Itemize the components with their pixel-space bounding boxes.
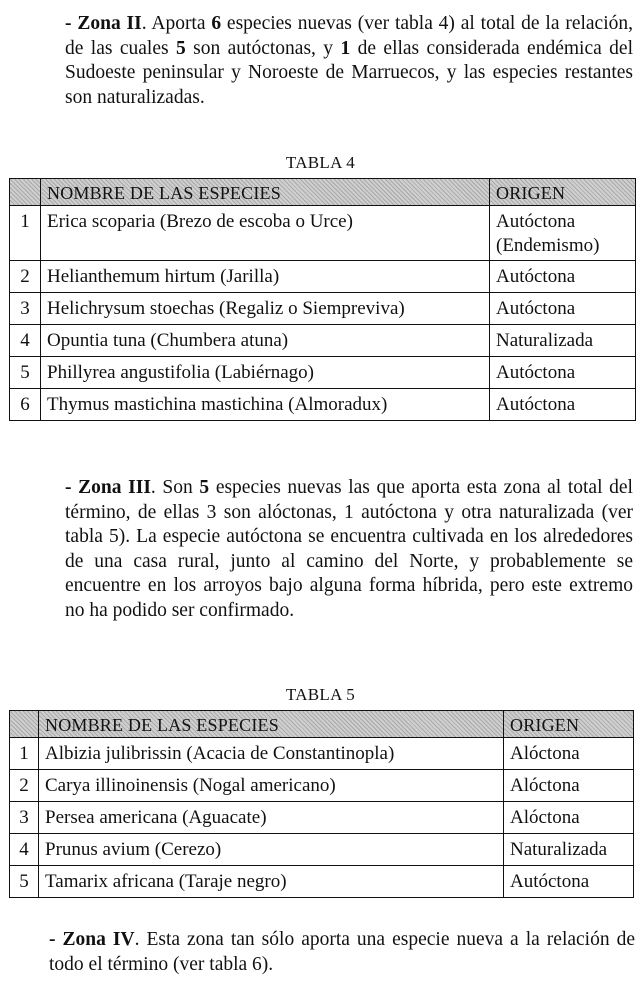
tabla-5 [9,710,634,898]
header-name-cell: NOMBRE DE LAS ESPECIES [39,711,504,738]
species-name: Erica scoparia (Brezo de escoba o Urce) [41,206,490,261]
table-row [10,770,634,802]
species-name: Helianthemum hirtum (Jarilla) [41,261,490,293]
table-row [10,293,636,325]
zona-iv-paragraph: - Zona IV. Esta zona tan sólo aporta una especie nueva a la relación de todo el término (ver tabla 6). [49,929,636,975]
row-number: 2 [10,770,39,802]
species-name: Persea americana (Aguacate) [39,802,504,834]
table-row [10,866,634,898]
species-origin: Autóctona [490,357,636,389]
endemism-note: (Endemismo) [496,235,600,256]
zona-iii-dash: - [65,477,79,498]
zona-iii-label: Zona III [78,477,151,498]
species-origin: Naturalizada [504,834,634,866]
table-row [10,325,636,357]
zona-ii-paragraph: - Zona II. Aporta 6 especies nuevas (ver tabla 4) al total de la relación, de las cuales 5 son autóctonas, y 1 de ellas considerada endémica del Sudoeste peninsular y Noroeste de Marruecos, y las especies restantes son naturalizadas. [65,13,633,108]
tabla-4 [9,178,636,421]
table-row [10,357,636,389]
table-row [10,389,636,421]
table-header-row [10,711,634,738]
row-number: 6 [10,389,41,421]
species-name: Carya illinoinensis (Nogal americano) [39,770,504,802]
species-name: Albizia julibrissin (Acacia de Constantinopla) [39,738,504,770]
table-row [10,206,636,261]
table-row [10,802,634,834]
species-name: Tamarix africana (Taraje negro) [39,866,504,898]
table-header-row [10,179,636,206]
header-num-cell [10,179,41,206]
species-origin: Alóctona [504,770,634,802]
tabla-5-caption: TABLA 5 [285,685,356,704]
table-row [10,738,634,770]
row-number: 1 [10,738,39,770]
zona-iv-dash: - [49,929,63,950]
header-num-cell [10,711,39,738]
species-origin: Autóctona [490,389,636,421]
row-number: 5 [10,866,39,898]
zona-iv-label: Zona IV [62,929,135,950]
species-name: Prunus avium (Cerezo) [39,834,504,866]
species-origin: Autóctona [504,866,634,898]
species-name: Thymus mastichina mastichina (Almoradux) [41,389,490,421]
tabla-4-caption: TABLA 4 [285,153,356,172]
zona-ii-label: Zona II [77,13,142,34]
species-origin: Autóctona (Endemismo) [490,206,636,261]
row-number: 4 [10,834,39,866]
species-name: Phillyrea angustifolia (Labiérnago) [41,357,490,389]
row-number: 1 [10,206,41,261]
header-name-cell: NOMBRE DE LAS ESPECIES [41,179,490,206]
row-number: 4 [10,325,41,357]
row-number: 5 [10,357,41,389]
header-origin-cell: ORIGEN [504,711,634,738]
species-origin: Alóctona [504,738,634,770]
row-number: 3 [10,802,39,834]
species-origin: Autóctona [490,293,636,325]
species-name: Helichrysum stoechas (Regaliz o Siempreviva) [41,293,490,325]
species-origin: Alóctona [504,802,634,834]
zona-ii-dash: - [65,13,78,34]
row-number: 3 [10,293,41,325]
species-name: Opuntia tuna (Chumbera atuna) [41,325,490,357]
table-row [10,834,634,866]
table-row [10,261,636,293]
species-origin: Naturalizada [490,325,636,357]
row-number: 2 [10,261,41,293]
header-origin-cell: ORIGEN [490,179,636,206]
species-origin: Autóctona [490,261,636,293]
zona-iii-paragraph: - Zona III. Son 5 especies nuevas las que aporta esta zona al total del término, de ellas 3 son alóctonas, 1 autóctona y otra naturalizada (ver tabla 5). La especie autóctona se encuentra cultivada en los alrededores de una casa rural, junto al camino del Norte, y probablemente se encuentre en los arroyos bajo alguna forma híbrida, pero este extremo no ha podido ser confirmado. [65,477,633,621]
